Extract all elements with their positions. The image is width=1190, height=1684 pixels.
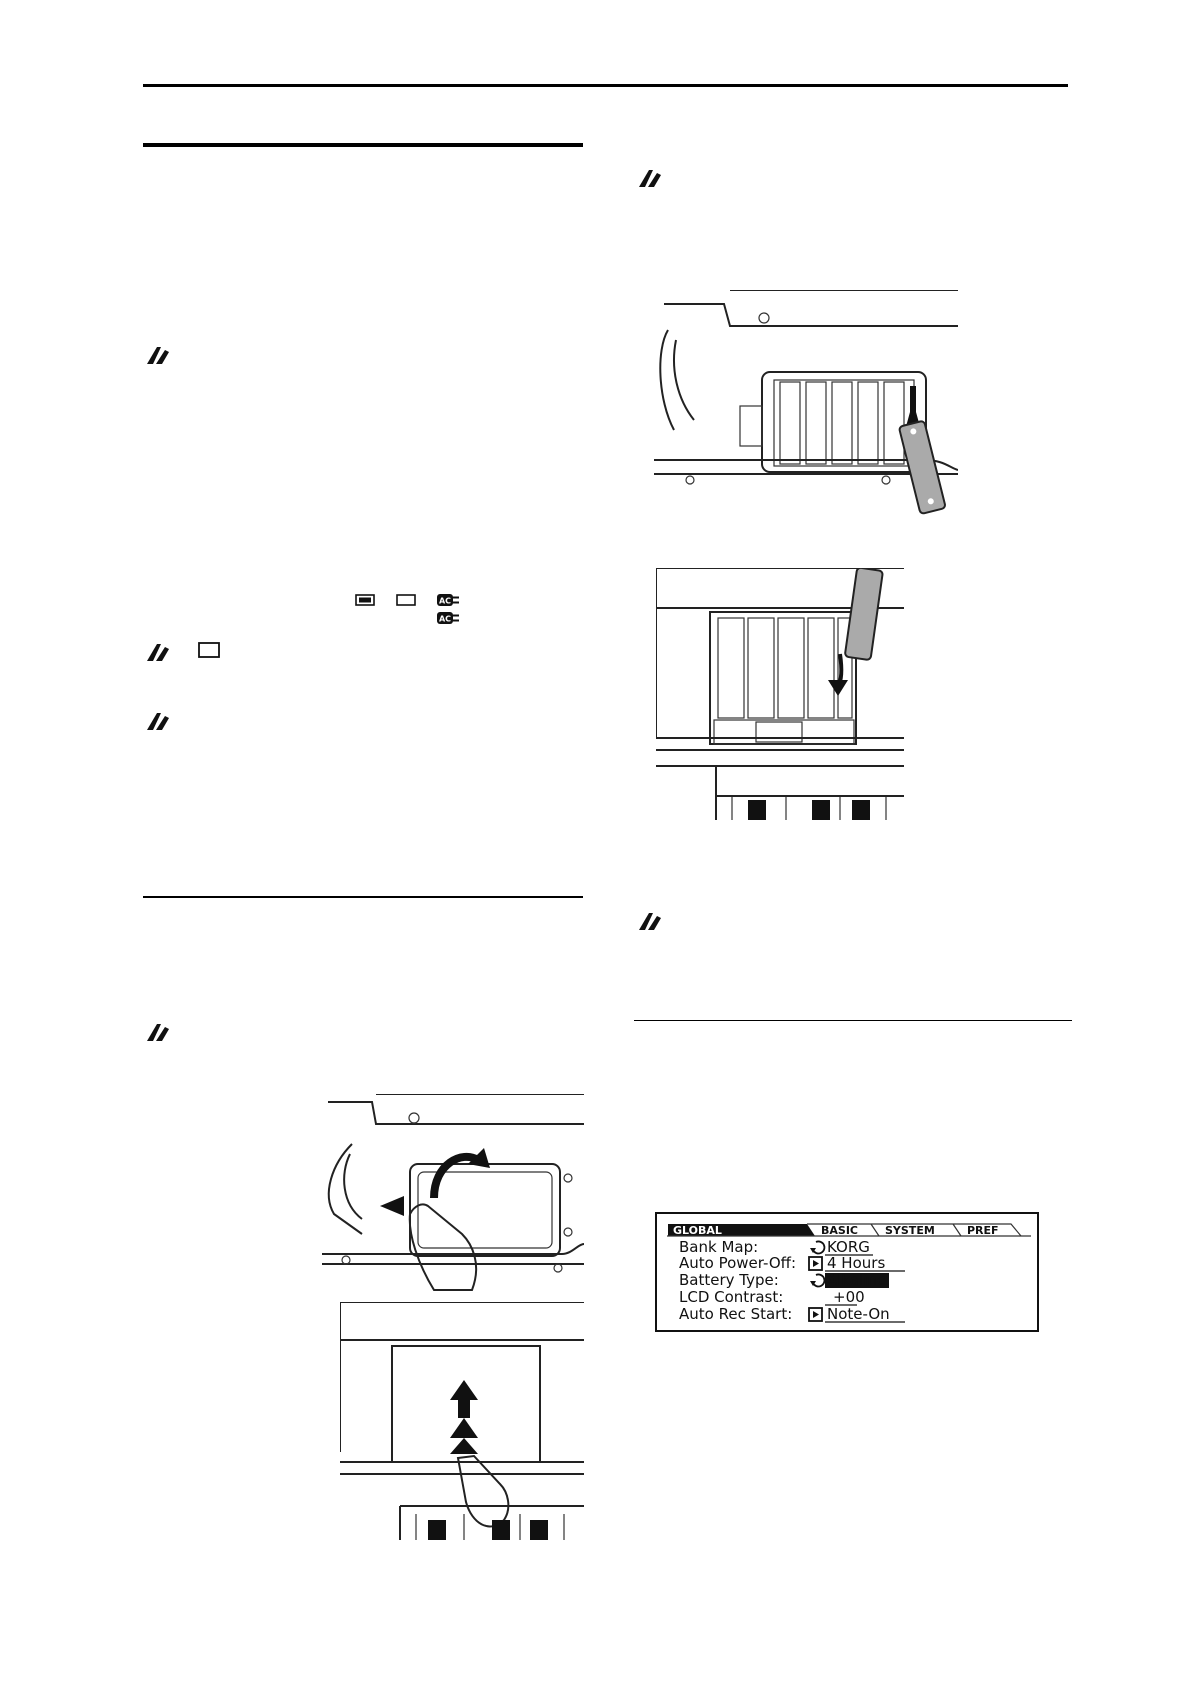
auto-rec-start-value[interactable]: Note-On bbox=[827, 1305, 890, 1323]
illustration-slide-cover bbox=[340, 1302, 584, 1540]
auto-rec-start-label: Auto Rec Start: bbox=[679, 1305, 793, 1323]
ac-adapter-icon bbox=[437, 593, 461, 607]
illustration-battery-slot bbox=[656, 568, 904, 820]
caution-icon bbox=[145, 344, 171, 366]
battery-slots bbox=[780, 382, 904, 464]
ac-label: AC bbox=[438, 614, 452, 624]
battery-empty-icon bbox=[198, 641, 222, 659]
section-rule-right-lower bbox=[634, 1020, 1072, 1021]
global-pref-screen bbox=[655, 1212, 1039, 1332]
tab-global[interactable]: GLOBAL bbox=[673, 1224, 722, 1237]
ac-adapter-icon bbox=[437, 611, 461, 625]
caution-icon bbox=[637, 167, 663, 189]
caution-icon bbox=[145, 1021, 171, 1043]
tab-pref[interactable]: PREF bbox=[967, 1224, 999, 1237]
auto-power-off-value[interactable]: 4 Hours bbox=[827, 1254, 886, 1272]
battery-type-label: Battery Type: bbox=[679, 1271, 779, 1289]
battery-full-icon bbox=[355, 593, 377, 607]
lcd-contrast-value[interactable]: +00 bbox=[833, 1288, 865, 1306]
page-top-rule bbox=[143, 84, 1068, 87]
illustration-open-battery-cover bbox=[322, 1094, 584, 1294]
battery-empty-icon bbox=[396, 593, 418, 607]
section-rule-left-lower bbox=[143, 896, 583, 898]
section-rule-battery-install bbox=[143, 143, 583, 147]
auto-power-off-label: Auto Power-Off: bbox=[679, 1254, 797, 1272]
arrow-box-icon bbox=[809, 1257, 822, 1270]
caution-icon bbox=[145, 710, 171, 732]
caution-icon bbox=[145, 641, 171, 663]
bank-map-value[interactable]: KORG bbox=[827, 1238, 870, 1256]
lcd-contrast-label: LCD Contrast: bbox=[679, 1288, 784, 1306]
caution-icon bbox=[637, 910, 663, 932]
tab-system[interactable]: SYSTEM bbox=[885, 1224, 935, 1237]
arrow-box-icon bbox=[809, 1308, 822, 1321]
illustration-insert-batteries bbox=[654, 290, 958, 520]
bank-map-label: Bank Map: bbox=[679, 1238, 759, 1256]
tab-basic[interactable]: BASIC bbox=[821, 1224, 858, 1237]
battery-type-value[interactable]: Alkaline bbox=[827, 1271, 887, 1289]
ac-label: AC bbox=[438, 596, 452, 606]
